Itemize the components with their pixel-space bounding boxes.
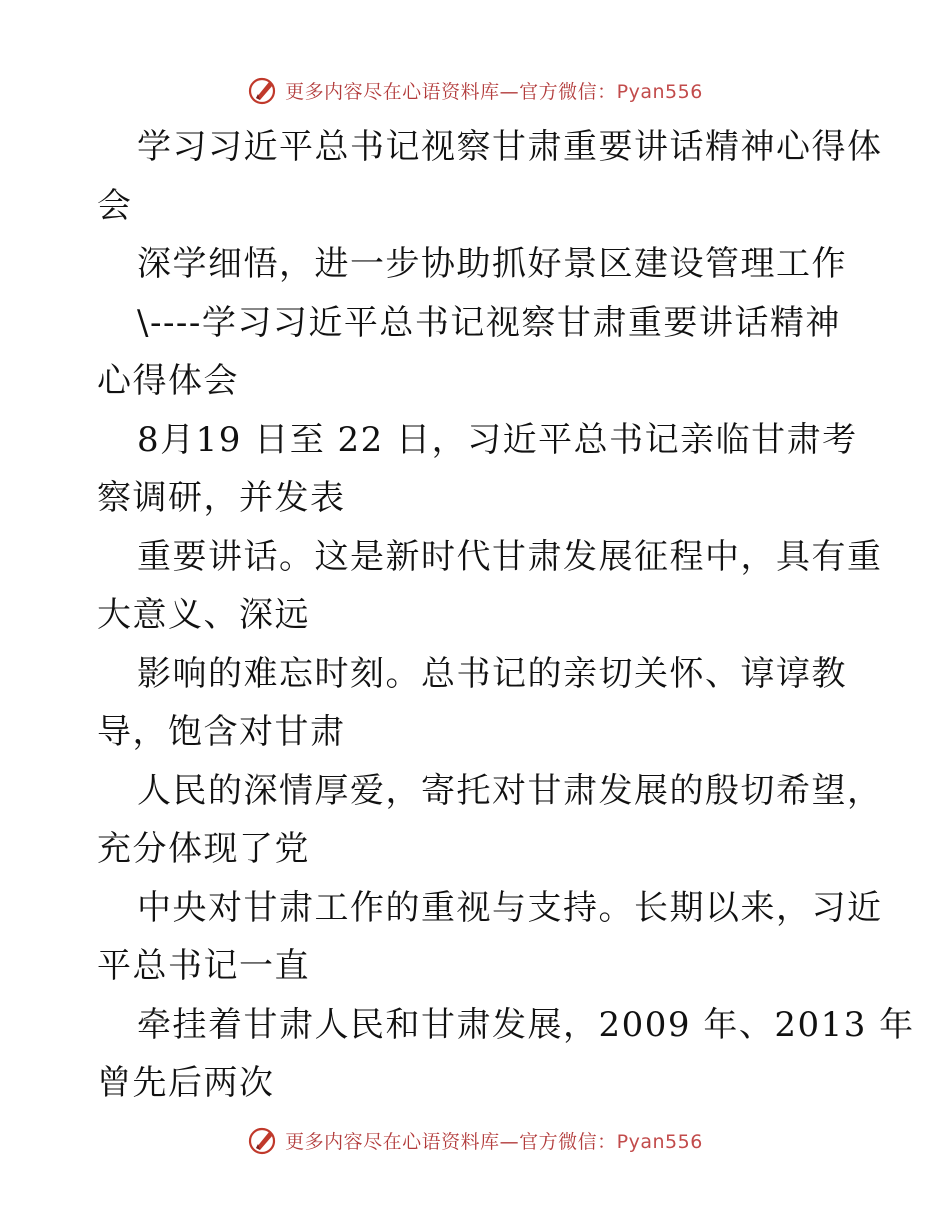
doc-line: 心得体会 — [97, 361, 239, 401]
footer-banner-text — [285, 1127, 703, 1154]
pen-nib-circle-icon — [247, 74, 279, 106]
doc-line: 学习习近平总书记视察甘肃重要讲话精神心得体 — [137, 127, 883, 167]
doc-line: 深学细悟，进一步协助抓好景区建设管理工作 — [137, 244, 847, 284]
doc-line: 重要讲话。这是新时代甘肃发展征程中，具有重 — [137, 536, 883, 577]
header-wechat-id: Pyan556 — [616, 80, 703, 103]
doc-line: 察调研，并发表 — [97, 478, 346, 518]
footer-banner-prefix: 更多内容尽在心语资料库—官方微信： — [285, 1130, 617, 1153]
doc-line: 充分体现了党 — [97, 829, 310, 869]
doc-line: 牵挂着甘肃人民和甘肃发展，2009 年、2013 年 — [137, 1004, 915, 1045]
header-banner-text — [285, 77, 703, 104]
doc-line: 8月19 日至 22 日，习近平总书记亲临甘肃考 — [137, 419, 858, 460]
footer-wechat-id: Pyan556 — [616, 1130, 703, 1153]
doc-line: \----学习习近平总书记视察甘肃重要讲话精神 — [137, 302, 841, 343]
doc-line: 曾先后两次 — [97, 1063, 275, 1103]
footer-banner — [0, 1120, 950, 1160]
pen-nib-circle-icon — [247, 1124, 279, 1156]
doc-line: 导，饱含对甘肃 — [97, 712, 346, 752]
doc-line: 大意义、深远 — [97, 595, 310, 635]
doc-line: 人民的深情厚爱，寄托对甘肃发展的殷切希望， — [137, 770, 883, 811]
document-body — [97, 118, 915, 1113]
header-banner — [0, 70, 950, 110]
header-banner-prefix: 更多内容尽在心语资料库—官方微信： — [285, 80, 617, 103]
doc-line: 影响的难忘时刻。总书记的亲切关怀、谆谆教 — [137, 653, 847, 694]
doc-line: 中央对甘肃工作的重视与支持。长期以来，习近 — [137, 887, 883, 928]
doc-line: 会 — [97, 185, 133, 226]
doc-line: 平总书记一直 — [97, 946, 310, 986]
